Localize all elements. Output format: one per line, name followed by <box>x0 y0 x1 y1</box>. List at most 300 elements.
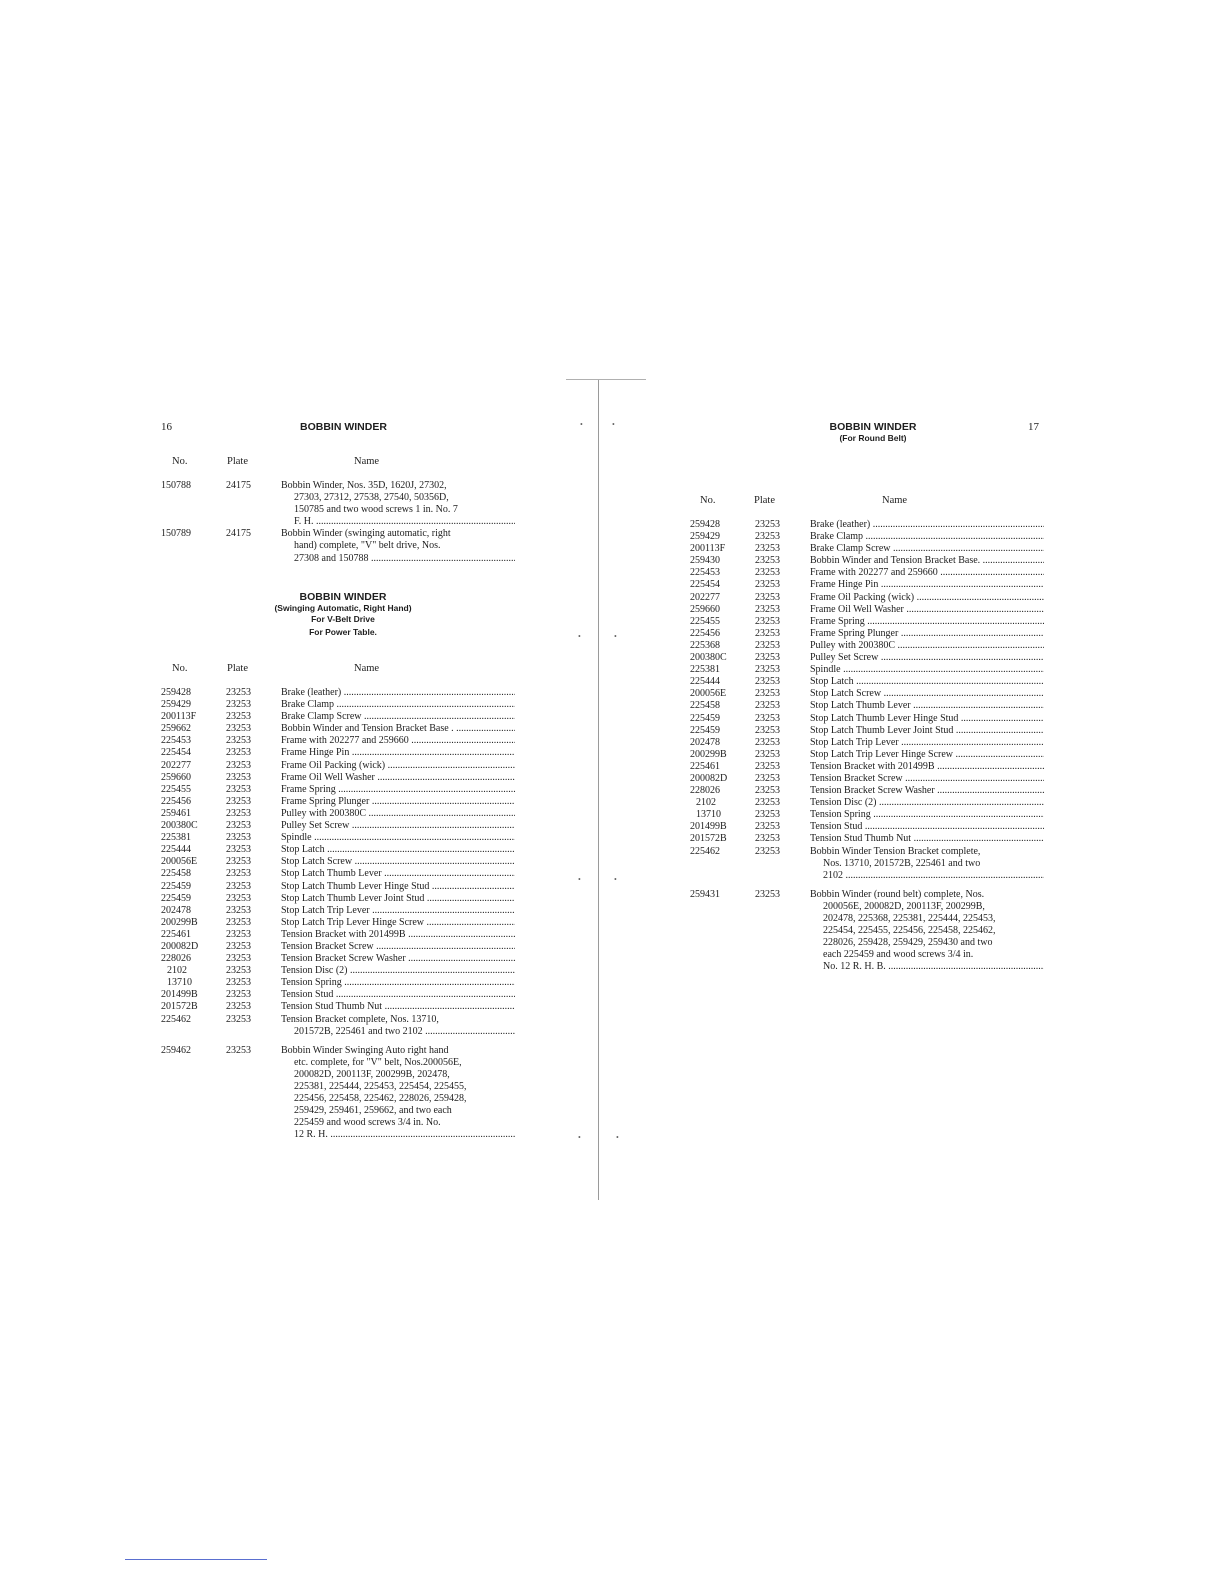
part-name-line: 225459 and wood screws 3/4 in. No. <box>294 1117 441 1129</box>
part-name-line: 27303, 27312, 27538, 27540, 50356D, <box>294 492 449 504</box>
plate-number: 23253 <box>226 735 251 747</box>
part-name <box>810 567 1044 579</box>
table-row <box>690 676 1044 688</box>
plate-number: 23253 <box>226 783 251 795</box>
speck-mark: • <box>614 875 617 884</box>
row-gap <box>690 882 1044 889</box>
plate-number: 23253 <box>755 809 780 821</box>
part-name-line: 27308 and 150788 ..... <box>281 553 515 565</box>
table-row <box>690 749 1044 761</box>
plate-number: 23253 <box>226 711 251 723</box>
plate-number: 23253 <box>226 747 251 759</box>
table-row <box>690 652 1044 664</box>
part-name-line: 225456, 225458, 225462, 228026, 259428, <box>294 1093 467 1105</box>
plate-number: 23253 <box>755 615 780 627</box>
part-name <box>281 480 515 528</box>
part-name <box>281 747 515 759</box>
plate-number: 23253 <box>226 844 251 856</box>
table-row <box>690 797 1044 809</box>
part-number: 200082D <box>690 772 728 784</box>
part-name-line: Bobbin Winder (round belt) complete, Nos. <box>810 888 985 900</box>
plate-number: 23253 <box>226 1001 251 1013</box>
part-number: 201572B <box>690 833 727 845</box>
part-number: 225381 <box>690 664 720 676</box>
part-name-line: Frame with 202277 and 259660 ..... <box>810 567 1044 579</box>
plate-number: 23253 <box>755 688 780 700</box>
part-name-line: Frame with 202277 and 259660 ..... <box>281 735 515 747</box>
table-row <box>161 687 515 699</box>
table-row <box>161 905 515 917</box>
speck-mark: • <box>612 420 615 429</box>
part-name-line: Stop Latch Screw ..... <box>810 688 1044 700</box>
part-name-line: 200082D, 200113F, 200299B, 202478, <box>294 1068 450 1080</box>
part-name <box>810 700 1044 712</box>
part-name-line: Spindle ..... <box>810 664 1044 676</box>
table-row <box>690 809 1044 821</box>
plate-number: 23253 <box>226 1044 251 1056</box>
part-name-line: 202478, 225368, 225381, 225444, 225453, <box>823 913 996 924</box>
plate-number: 23253 <box>226 977 251 989</box>
left-header-name: Name <box>354 456 380 467</box>
table-row <box>161 808 515 820</box>
part-name <box>810 676 1044 688</box>
part-number: 225453 <box>690 567 720 579</box>
table-row <box>690 664 1044 676</box>
part-name <box>281 856 515 868</box>
part-name-line: Stop Latch Thumb Lever Hinge Stud ..... <box>810 713 1044 725</box>
plate-number: 23253 <box>226 965 251 977</box>
part-name-line: Brake Clamp Screw ..... <box>281 711 515 723</box>
table-row <box>161 723 515 735</box>
part-number: 259462 <box>161 1044 191 1056</box>
table-row <box>690 821 1044 833</box>
part-name-line: Stop Latch ..... <box>810 676 1044 688</box>
part-number: 225368 <box>690 639 720 651</box>
left-section-subtitle-3: For Power Table. <box>309 627 377 637</box>
part-name-line: Frame Hinge Pin ..... <box>281 747 515 759</box>
part-name <box>810 725 1044 737</box>
plate-number: 23253 <box>755 579 780 591</box>
part-name-line: 259429, 259461, 259662, and two each <box>294 1105 452 1117</box>
part-name <box>281 989 515 1001</box>
part-name <box>810 604 1044 616</box>
part-number: 200056E <box>690 688 727 700</box>
plate-number: 23253 <box>755 543 780 555</box>
part-name-line: Bobbin Winder Swinging Auto right hand <box>281 1044 449 1056</box>
part-name-line: Stop Latch Thumb Lever ..... <box>281 868 515 880</box>
part-number: 225444 <box>690 676 720 688</box>
left-top-parts-list <box>161 480 515 565</box>
plate-number: 23253 <box>755 748 780 760</box>
table-row <box>161 941 515 953</box>
right-page-subtitle: (For Round Belt) <box>839 433 907 443</box>
table-row <box>161 796 515 808</box>
table-row <box>690 785 1044 797</box>
plate-number: 24175 <box>226 480 251 491</box>
part-name <box>810 555 1044 567</box>
part-number: 225461 <box>690 760 720 772</box>
part-name-line: Tension Disc (2) ..... <box>281 965 515 977</box>
part-number: 259428 <box>161 687 191 698</box>
part-name-line: Tension Bracket with 201499B ..... <box>281 929 515 941</box>
part-name-line: Pulley Set Screw ..... <box>281 820 515 832</box>
part-name-line: Stop Latch Thumb Lever Hinge Stud ..... <box>281 881 515 893</box>
part-name <box>281 528 515 564</box>
plate-number: 23253 <box>226 771 251 783</box>
part-name-line: Stop Latch ..... <box>281 844 515 856</box>
table-row <box>161 844 515 856</box>
part-number: 201572B <box>161 1001 198 1013</box>
table-row <box>161 784 515 796</box>
plate-number: 23253 <box>755 712 780 724</box>
part-name-line: Frame Spring ..... <box>281 784 515 796</box>
part-name <box>810 628 1044 640</box>
left-section-subtitle-1: (Swinging Automatic, Right Hand) <box>274 603 412 613</box>
part-number: 225459 <box>690 724 720 736</box>
table-row <box>690 725 1044 737</box>
part-name-line: Tension Stud ..... <box>281 989 515 1001</box>
part-name-line: Brake Clamp ..... <box>281 699 515 711</box>
plate-number: 23253 <box>226 795 251 807</box>
left-header2-no: No. <box>172 663 188 674</box>
table-row <box>161 772 515 784</box>
part-name-line: Stop Latch Trip Lever ..... <box>810 737 1044 749</box>
part-name-line: Stop Latch Thumb Lever Joint Stud ..... <box>810 725 1044 737</box>
plate-number: 23253 <box>755 567 780 579</box>
part-number: 200299B <box>690 748 727 760</box>
part-name <box>281 832 515 844</box>
part-number: 259660 <box>690 603 720 615</box>
table-row <box>161 856 515 868</box>
left-section-subtitle-2: For V-Belt Drive <box>311 614 375 624</box>
page-fold-line <box>598 380 599 1200</box>
table-row <box>690 846 1044 882</box>
speck-mark: • <box>578 1133 581 1142</box>
part-number: 202478 <box>690 736 720 748</box>
part-name-line: Stop Latch Trip Lever ..... <box>281 905 515 917</box>
part-name-line: Pulley with 200380C ..... <box>281 808 515 820</box>
part-name <box>281 699 515 711</box>
speck-mark: • <box>578 875 581 884</box>
part-name <box>281 820 515 832</box>
part-number: 225454 <box>690 579 720 591</box>
part-name-line: Frame Oil Well Washer ..... <box>281 772 515 784</box>
part-name <box>281 881 515 893</box>
part-name <box>810 761 1044 773</box>
part-name-line: Stop Latch Screw ..... <box>281 856 515 868</box>
part-name <box>810 773 1044 785</box>
plate-number: 23253 <box>226 989 251 1001</box>
part-name <box>281 977 515 989</box>
part-name-line: 150785 and two wood screws 1 in. No. 7 <box>294 504 458 516</box>
table-row <box>690 567 1044 579</box>
plate-number: 23253 <box>226 940 251 952</box>
part-name-line: Spindle ..... <box>281 832 515 844</box>
part-name-line: Frame Hinge Pin ..... <box>810 579 1044 591</box>
part-name <box>281 760 515 772</box>
part-name-line: Tension Bracket complete, Nos. 13710, <box>281 1013 439 1025</box>
table-row <box>161 711 515 723</box>
speck-mark: • <box>580 420 583 429</box>
part-number: 201499B <box>161 989 198 1001</box>
plate-number: 23253 <box>226 832 251 844</box>
part-name <box>810 616 1044 628</box>
part-name <box>281 1014 515 1038</box>
part-name <box>810 579 1044 591</box>
plate-number: 23253 <box>226 892 251 904</box>
part-name-line: F. H. ..... <box>281 516 515 528</box>
table-row <box>690 555 1044 567</box>
part-name-line: Tension Bracket with 201499B ..... <box>810 761 1044 773</box>
part-number: 225381 <box>161 832 191 844</box>
part-name <box>281 687 515 699</box>
part-number: 225455 <box>690 615 720 627</box>
plate-number: 23253 <box>755 603 780 615</box>
part-number: 228026 <box>161 953 191 965</box>
table-row <box>690 592 1044 604</box>
part-name <box>810 652 1044 664</box>
part-name <box>810 797 1044 809</box>
table-row <box>690 579 1044 591</box>
part-name-line: Pulley Set Screw ..... <box>810 652 1044 664</box>
part-name-line: Tension Bracket Screw Washer ..... <box>810 785 1044 797</box>
left-page-title: BOBBIN WINDER <box>300 421 387 433</box>
table-row <box>690 688 1044 700</box>
right-header-plate: Plate <box>754 495 775 506</box>
part-name-line: Tension Spring ..... <box>810 809 1044 821</box>
plate-number: 23253 <box>755 845 780 857</box>
part-number: 202277 <box>161 759 191 771</box>
part-number: 225444 <box>161 844 191 856</box>
part-name-line: Tension Disc (2) ..... <box>810 797 1044 809</box>
left-parts-list <box>161 687 515 1141</box>
part-name <box>281 941 515 953</box>
part-number: 200380C <box>690 652 727 664</box>
plate-number: 23253 <box>755 555 780 567</box>
part-number: 13710 <box>696 809 721 821</box>
part-number: 200299B <box>161 916 198 928</box>
part-name <box>281 917 515 929</box>
part-number: 225458 <box>690 700 720 712</box>
plate-number: 23253 <box>226 916 251 928</box>
plate-number: 23253 <box>755 531 780 543</box>
plate-number: 23253 <box>226 807 251 819</box>
plate-number: 23253 <box>755 785 780 797</box>
part-name <box>810 713 1044 725</box>
table-row <box>690 700 1044 712</box>
part-name <box>281 711 515 723</box>
part-name-line: Tension Stud Thumb Nut ..... <box>810 833 1044 845</box>
table-row <box>161 989 515 1001</box>
part-name-line: Frame Oil Packing (wick) ..... <box>810 592 1044 604</box>
page-number-right: 17 <box>1028 421 1039 433</box>
part-name-line: Stop Latch Thumb Lever Joint Stud ..... <box>281 893 515 905</box>
part-number: 225462 <box>161 1013 191 1025</box>
plate-number: 23253 <box>755 676 780 688</box>
part-name-line: 225454, 225455, 225456, 225458, 225462, <box>823 925 996 937</box>
plate-number: 23253 <box>226 820 251 832</box>
left-header-no: No. <box>172 456 188 467</box>
part-number: 225458 <box>161 868 191 880</box>
part-name-line: Brake (leather) ..... <box>810 519 1044 531</box>
speck-mark: • <box>616 1133 619 1142</box>
part-name <box>281 868 515 880</box>
plate-number: 23253 <box>755 821 780 833</box>
plate-number: 23253 <box>755 639 780 651</box>
table-row <box>161 917 515 929</box>
table-row <box>161 735 515 747</box>
part-name <box>281 735 515 747</box>
part-number: 150788 <box>161 480 191 491</box>
page-fold-top-line <box>566 379 646 380</box>
part-name-line: Frame Oil Well Washer ..... <box>810 604 1044 616</box>
part-number: 225454 <box>161 747 191 759</box>
part-name-line: Frame Spring ..... <box>810 616 1044 628</box>
right-parts-list <box>690 519 1044 973</box>
plate-number: 23253 <box>226 904 251 916</box>
left-header-plate: Plate <box>227 456 248 467</box>
table-row <box>161 1045 515 1142</box>
part-number: 200056E <box>161 856 198 868</box>
plate-number: 23253 <box>226 856 251 868</box>
part-number: 225456 <box>161 795 191 807</box>
part-number: 225459 <box>161 880 191 892</box>
table-row <box>161 528 515 564</box>
part-number: 259662 <box>161 723 191 735</box>
part-name-line: Stop Latch Trip Lever Hinge Screw ..... <box>281 917 515 929</box>
part-number: 202478 <box>161 904 191 916</box>
table-row <box>161 480 515 528</box>
part-name-line: 2102 ..... <box>810 870 1044 882</box>
table-row <box>161 893 515 905</box>
part-name-line: Nos. 13710, 201572B, 225461 and two <box>823 857 981 869</box>
part-name <box>281 905 515 917</box>
part-name-line: 12 R. H. ..... <box>281 1129 515 1141</box>
table-row <box>690 616 1044 628</box>
plate-number: 23253 <box>755 664 780 676</box>
plate-number: 23253 <box>755 652 780 664</box>
part-name <box>281 844 515 856</box>
part-number: 259430 <box>690 555 720 567</box>
part-name-line: Pulley with 200380C ..... <box>810 640 1044 652</box>
part-name-line: hand) complete, "V" belt drive, Nos. <box>294 540 441 552</box>
part-number: 259429 <box>690 531 720 543</box>
row-gap <box>161 1038 515 1045</box>
part-name <box>281 953 515 965</box>
part-number: 200113F <box>690 543 726 555</box>
table-row <box>161 881 515 893</box>
plate-number: 23253 <box>755 736 780 748</box>
part-name <box>810 664 1044 676</box>
plate-number: 23253 <box>755 797 780 809</box>
plate-number: 23253 <box>226 723 251 735</box>
plate-number: 23253 <box>755 760 780 772</box>
part-name-line: 225381, 225444, 225453, 225454, 225455, <box>294 1081 467 1092</box>
table-row <box>690 531 1044 543</box>
part-number: 201499B <box>690 821 727 833</box>
right-header-no: No. <box>700 495 716 506</box>
part-number: 225459 <box>161 892 191 904</box>
table-row <box>161 953 515 965</box>
part-name-line: Bobbin Winder and Tension Bracket Base . ..... <box>281 723 515 735</box>
part-name <box>810 531 1044 543</box>
part-name <box>810 749 1044 761</box>
part-name <box>281 796 515 808</box>
table-row <box>161 760 515 772</box>
left-section-title: BOBBIN WINDER <box>299 591 387 603</box>
part-name <box>810 821 1044 833</box>
part-name-line: Tension Bracket Screw Washer ..... <box>281 953 515 965</box>
left-header2-name: Name <box>354 663 380 674</box>
part-number: 225461 <box>161 928 191 940</box>
part-name-line: Bobbin Winder and Tension Bracket Base. ..... <box>810 555 1044 567</box>
part-number: 200082D <box>161 940 199 952</box>
plate-number: 23253 <box>755 627 780 639</box>
table-row <box>161 965 515 977</box>
table-row <box>161 832 515 844</box>
part-name-line: Brake Clamp ..... <box>810 531 1044 543</box>
part-number: 2102 <box>696 797 716 809</box>
part-number: 259461 <box>161 807 191 819</box>
part-name <box>810 519 1044 531</box>
part-number: 225456 <box>690 627 720 639</box>
part-number: 225453 <box>161 735 191 747</box>
table-row <box>161 747 515 759</box>
plate-number: 24175 <box>226 528 251 540</box>
part-name-line: No. 12 R. H. B. ..... <box>810 961 1044 973</box>
table-row <box>161 868 515 880</box>
part-name <box>281 723 515 735</box>
table-row <box>690 640 1044 652</box>
part-name-line: 201572B, 225461 and two 2102 ..... <box>281 1026 515 1038</box>
part-name-line: Stop Latch Trip Lever Hinge Screw ..... <box>810 749 1044 761</box>
table-row <box>690 519 1044 531</box>
plate-number: 23253 <box>226 928 251 940</box>
plate-number: 23253 <box>755 724 780 736</box>
part-number: 259428 <box>690 519 720 530</box>
part-name <box>810 889 1044 974</box>
plate-number: 23253 <box>755 888 780 900</box>
part-name-line: Tension Spring ..... <box>281 977 515 989</box>
part-name-line: Tension Bracket Screw ..... <box>810 773 1044 785</box>
table-row <box>690 833 1044 845</box>
plate-number: 23253 <box>226 759 251 771</box>
table-row <box>690 713 1044 725</box>
part-name-line: Tension Bracket Screw ..... <box>281 941 515 953</box>
part-name <box>810 543 1044 555</box>
footnote-rule <box>125 1559 267 1560</box>
table-row <box>690 773 1044 785</box>
table-row <box>161 1001 515 1013</box>
part-number: 200380C <box>161 820 198 832</box>
plate-number: 23253 <box>755 591 780 603</box>
part-number: 225459 <box>690 712 720 724</box>
plate-number: 23253 <box>226 953 251 965</box>
speck-mark: • <box>614 632 617 641</box>
part-name <box>281 893 515 905</box>
part-number: 228026 <box>690 785 720 797</box>
part-name-line: Bobbin Winder, Nos. 35D, 1620J, 27302, <box>281 480 447 491</box>
part-name <box>281 1001 515 1013</box>
plate-number: 23253 <box>226 880 251 892</box>
part-name-line: Bobbin Winder (swinging automatic, right <box>281 528 451 540</box>
part-number: 259429 <box>161 699 191 711</box>
part-name <box>810 846 1044 882</box>
part-number: 13710 <box>167 977 192 989</box>
speck-mark: • <box>578 632 581 641</box>
part-name-line: each 225459 and wood screws 3/4 in. <box>823 949 974 961</box>
plate-number: 23253 <box>226 687 251 698</box>
